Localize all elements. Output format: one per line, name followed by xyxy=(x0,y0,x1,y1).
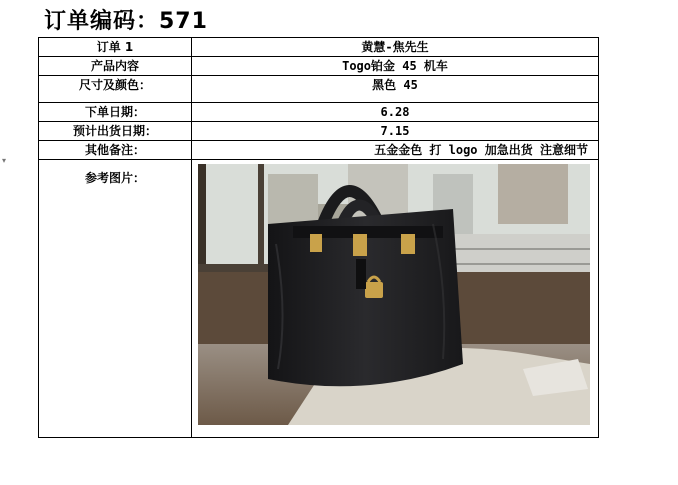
reference-photo xyxy=(198,164,590,425)
row-value-notes: 五金金色 打 logo 加急出货 注意细节 xyxy=(192,141,599,160)
row-value-size-color: 黑色 45 xyxy=(192,76,599,103)
row-label-order-date: 下单日期： xyxy=(39,103,192,122)
table-row xyxy=(39,103,599,122)
row-value-ship-date: 7.15 xyxy=(192,122,599,141)
window-mullion xyxy=(258,164,264,274)
table-row xyxy=(39,122,599,141)
padlock xyxy=(365,282,383,298)
hardware-left xyxy=(310,234,322,252)
row-label-ship-date: 预计出货日期： xyxy=(39,122,192,141)
hardware-center xyxy=(353,234,367,256)
order-table xyxy=(38,37,599,438)
row-value-order-date: 6.28 xyxy=(192,103,599,122)
row-value-product: Togo铂金 45 机车 xyxy=(192,57,599,76)
reference-photo-cell xyxy=(192,160,599,438)
stray-mark: ▾ xyxy=(2,156,7,165)
page-title: 订单编码：571 xyxy=(44,9,208,34)
row-label-size-color: 尺寸及颜色： xyxy=(39,76,192,103)
table-row xyxy=(39,38,599,57)
row-label-notes: 其他备注： xyxy=(39,141,192,160)
row-label-product: 产品内容 xyxy=(39,57,192,76)
clochette xyxy=(356,259,366,289)
row-label-reference-photo: 参考图片： xyxy=(39,160,192,438)
table-row xyxy=(39,57,599,76)
table-row xyxy=(39,160,599,438)
hardware-right xyxy=(401,234,415,254)
row-value-customer: 黄慧-焦先生 xyxy=(192,38,599,57)
row-label-order: 订单 1 xyxy=(39,38,192,57)
table-row xyxy=(39,76,599,103)
table-row xyxy=(39,141,599,160)
